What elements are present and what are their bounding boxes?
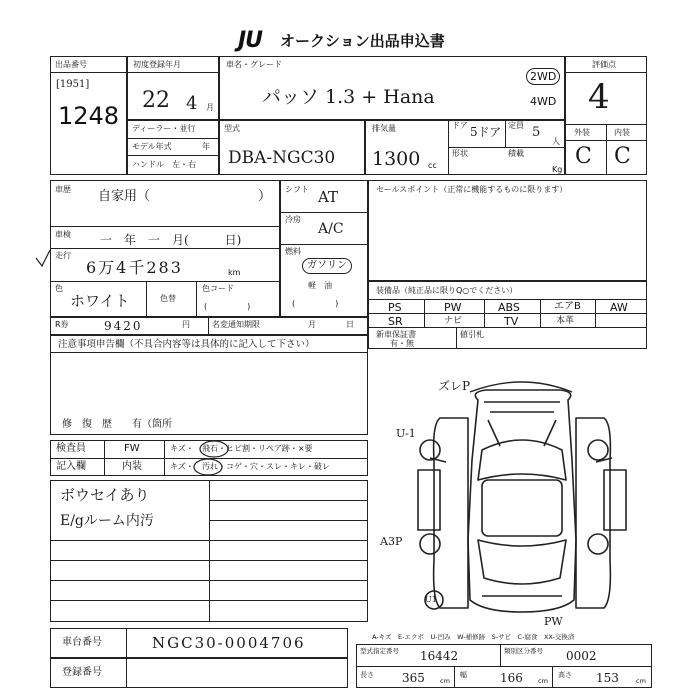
manual-label: 新車保証書	[376, 330, 416, 339]
handle-label: ハンドル 左・右	[132, 160, 196, 169]
mileage-label: 走行	[55, 251, 71, 260]
length-label: 長さ	[360, 671, 374, 679]
length-value: 365	[402, 671, 425, 685]
length-unit: cm	[440, 677, 450, 685]
class-label: 類別区分番号	[504, 647, 543, 655]
load-label: 積載	[508, 149, 524, 158]
first-reg-label: 初度登録年月	[133, 60, 181, 69]
model-year-label: モデル年式	[132, 142, 172, 151]
height-unit: cm	[636, 677, 646, 685]
fuel-diesel: 軽 油	[308, 281, 332, 290]
diagram-note-u1b: U1	[425, 595, 437, 604]
doors-label: ドア	[452, 121, 468, 130]
interior-score: C	[614, 144, 631, 169]
recycle-value: 9420	[104, 319, 143, 333]
inspector-fw: FW	[124, 443, 140, 454]
exterior-score: C	[575, 144, 592, 169]
capacity-value: 5	[532, 125, 541, 140]
diagram-note-a3p: A3P	[380, 535, 403, 548]
equip-abs: ABS	[498, 301, 520, 314]
remark-engine-room: E/gルーム内汚	[60, 513, 154, 529]
recycle-unit: 円	[182, 320, 190, 329]
history-label: 車歴	[55, 185, 71, 194]
interior-label: 内装	[614, 128, 630, 137]
equip-ps: PS	[388, 301, 402, 314]
car-name-value: パッソ 1.3 + Hana	[262, 86, 435, 108]
color-value: ホワイト	[70, 292, 130, 310]
deadline-day: 日	[346, 320, 354, 329]
class-value: 0002	[566, 649, 597, 663]
mileage-value: 6万4千283	[86, 258, 183, 277]
equip-leather: 本革	[556, 316, 575, 326]
equipment-label: 装備品（純正品に限りQ○でください）	[376, 286, 518, 295]
car-name-label: 車名・グレード	[226, 60, 282, 69]
shift-value: AT	[318, 188, 339, 206]
entry-row-label: 記入欄	[56, 461, 86, 472]
first-reg-year: 22	[142, 88, 170, 113]
score-value: 4	[588, 77, 610, 117]
displacement-label: 排気量	[372, 124, 396, 133]
drive-4wd: 4WD	[530, 95, 557, 108]
score-label: 評価点	[592, 60, 616, 69]
entry-sub-number: [1951]	[56, 79, 90, 90]
width-label: 幅	[460, 671, 467, 679]
shaken-value: 一 年 一 月( 日)	[100, 233, 242, 247]
model-label: 型式	[224, 124, 240, 133]
fuel-paren: ( )	[292, 299, 339, 308]
doors-value: 5ドア	[470, 125, 502, 139]
ju-logo: JU	[238, 28, 263, 53]
remark-rustproof: ボウセイあり	[60, 486, 150, 504]
model-year-unit: 年	[202, 142, 210, 151]
repair-label: 修 復 歴 有（箇所	[62, 419, 172, 430]
diagram-note-top: ズレP	[438, 379, 471, 393]
entry-row-interior: 内装	[122, 461, 142, 472]
registration-label: 登録番号	[62, 667, 102, 678]
deadline-month: 月	[308, 320, 316, 329]
inspector-items: 飛石・ヒビ割・リペア跡・×要	[202, 444, 313, 453]
diagram-note-bottom: PW	[544, 615, 563, 628]
equip-sr: SR	[388, 315, 403, 328]
equip-aw: AW	[610, 301, 628, 314]
deadline-label: 名変通知期限	[212, 320, 260, 329]
shaken-label: 車検	[55, 230, 71, 239]
color-code-label: 色コード	[202, 284, 234, 293]
width-value: 166	[500, 671, 523, 685]
equip-navi: ナビ	[444, 316, 463, 326]
stock-label: 型式指定番号	[360, 647, 399, 655]
recycle-label: R券	[55, 320, 69, 329]
inspector-scratch: キズ・	[170, 444, 194, 453]
manual-value: 有・無	[390, 339, 414, 348]
color-code-paren: ( )	[204, 302, 251, 311]
shift-label: シフト	[285, 185, 309, 194]
chassis-label: 車台番号	[62, 637, 102, 648]
drive-2wd: 2WD	[526, 68, 560, 85]
displacement-unit: cc	[428, 161, 437, 170]
entry-number-value: 1248	[58, 102, 120, 130]
stock-value: 16442	[420, 649, 459, 663]
shape-label: 形状	[452, 149, 468, 158]
form-title: オークション出品申込書	[280, 32, 445, 50]
fuel-label: 燃料	[285, 247, 301, 256]
entry-row-scratch: キズ・	[170, 462, 194, 471]
capacity-label: 定員	[508, 121, 524, 130]
first-reg-month: 4	[186, 93, 198, 114]
dealer-label: ディーラー・並行	[132, 124, 196, 133]
inspector-label: 検査員	[56, 443, 86, 454]
history-close: ）	[258, 189, 272, 204]
ac-value: A/C	[318, 221, 344, 237]
color-label: 色	[55, 284, 63, 293]
exterior-label: 外装	[574, 128, 590, 137]
entry-number-label: 出品番号	[55, 60, 87, 69]
mileage-unit: km	[228, 268, 241, 277]
diagram-note-u1: U-1	[396, 427, 416, 440]
displacement-value: 1300	[372, 148, 421, 170]
first-reg-month-unit: 月	[206, 103, 214, 112]
model-value: DBA-NGC30	[228, 148, 336, 168]
equip-pw: PW	[444, 301, 462, 314]
equip-airbag: エアB	[554, 301, 581, 312]
damage-legend: A-キズ E-エクボ U-凹み W-補修跡 S-サビ C-腐食 XX-交換済	[372, 633, 575, 641]
entry-row-items: 汚れ・コゲ・穴・スレ・キレ・破レ	[202, 462, 330, 471]
notes-label: 注意事項申告欄（不具合内容等は具体的に記入して下さい）	[58, 339, 315, 350]
chassis-value: NGC30-0004706	[152, 634, 306, 652]
sales-point-label: セールスポイント（正常に機能するものに限ります）	[376, 185, 568, 194]
equip-tv: TV	[504, 315, 519, 328]
color-change-label: 色替	[160, 294, 176, 303]
height-label: 高さ	[558, 671, 572, 679]
load-unit: Kg	[552, 165, 563, 174]
discount-label: 値引札	[460, 330, 484, 339]
ac-label: 冷房	[285, 215, 301, 224]
capacity-unit: 人	[552, 137, 560, 146]
width-unit: cm	[538, 677, 548, 685]
height-value: 153	[596, 671, 619, 685]
history-value: 自家用（	[98, 189, 151, 204]
fuel-gasoline: ガソリン	[302, 258, 352, 274]
